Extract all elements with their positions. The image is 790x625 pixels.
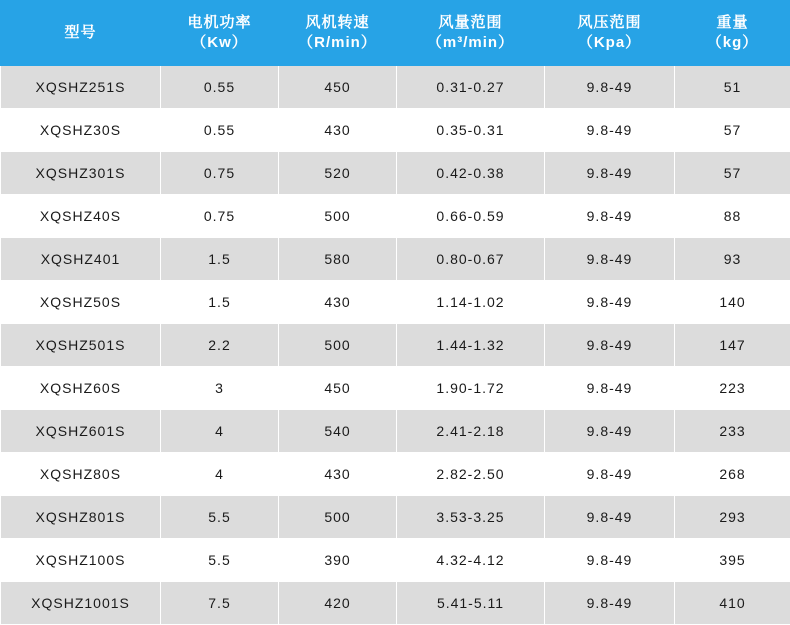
cell-air-volume-range: 1.44-1.32 — [397, 324, 545, 367]
cell-weight: 233 — [675, 410, 790, 453]
table-row — [1, 238, 790, 281]
cell-fan-speed: 450 — [279, 367, 397, 410]
cell-model: XQSHZ50S — [1, 281, 161, 324]
cell-fan-speed: 430 — [279, 453, 397, 496]
column-header-air-volume-range — [397, 1, 545, 66]
cell-fan-speed: 500 — [279, 324, 397, 367]
cell-air-pressure-range: 9.8-49 — [545, 66, 675, 109]
cell-motor-power: 3 — [161, 367, 279, 410]
cell-air-pressure-range: 9.8-49 — [545, 152, 675, 195]
column-header-motor-power — [161, 1, 279, 66]
column-header-model-line1: 型号 — [64, 24, 96, 41]
cell-weight: 88 — [675, 195, 790, 238]
cell-fan-speed: 500 — [279, 195, 397, 238]
cell-weight: 223 — [675, 367, 790, 410]
table-row — [1, 410, 790, 453]
cell-motor-power: 7.5 — [161, 582, 279, 625]
column-header-air-pressure-range-line2: （Kpa） — [546, 33, 673, 53]
table-row — [1, 367, 790, 410]
cell-air-pressure-range: 9.8-49 — [545, 582, 675, 625]
cell-air-volume-range: 0.42-0.38 — [397, 152, 545, 195]
cell-motor-power: 4 — [161, 453, 279, 496]
cell-motor-power: 1.5 — [161, 238, 279, 281]
cell-air-volume-range: 0.31-0.27 — [397, 66, 545, 109]
cell-motor-power: 4 — [161, 410, 279, 453]
column-header-air-pressure-range-line1: 风压范围 — [577, 14, 641, 31]
table-row — [1, 539, 790, 582]
cell-air-volume-range: 2.82-2.50 — [397, 453, 545, 496]
cell-fan-speed: 390 — [279, 539, 397, 582]
cell-model: XQSHZ601S — [1, 410, 161, 453]
table-row — [1, 453, 790, 496]
cell-motor-power: 2.2 — [161, 324, 279, 367]
column-header-motor-power-line1: 电机功率 — [187, 14, 251, 31]
table-row — [1, 195, 790, 238]
column-header-fan-speed — [279, 1, 397, 66]
column-header-fan-speed-line2: （R/min） — [280, 33, 395, 53]
table-row — [1, 281, 790, 324]
cell-motor-power: 0.55 — [161, 66, 279, 109]
table-row — [1, 109, 790, 152]
cell-fan-speed: 450 — [279, 66, 397, 109]
cell-motor-power: 5.5 — [161, 496, 279, 539]
cell-model: XQSHZ1001S — [1, 582, 161, 625]
cell-weight: 268 — [675, 453, 790, 496]
cell-air-pressure-range: 9.8-49 — [545, 109, 675, 152]
cell-weight: 51 — [675, 66, 790, 109]
column-header-air-volume-range-line1: 风量范围 — [438, 14, 502, 31]
cell-fan-speed: 500 — [279, 496, 397, 539]
cell-model: XQSHZ40S — [1, 195, 161, 238]
cell-weight: 293 — [675, 496, 790, 539]
cell-motor-power: 0.75 — [161, 152, 279, 195]
cell-air-volume-range: 0.80-0.67 — [397, 238, 545, 281]
cell-air-volume-range: 0.35-0.31 — [397, 109, 545, 152]
column-header-weight-line2: （kg） — [676, 33, 789, 53]
cell-air-volume-range: 0.66-0.59 — [397, 195, 545, 238]
cell-motor-power: 5.5 — [161, 539, 279, 582]
cell-air-volume-range: 4.32-4.12 — [397, 539, 545, 582]
cell-model: XQSHZ401 — [1, 238, 161, 281]
cell-air-volume-range: 1.90-1.72 — [397, 367, 545, 410]
cell-model: XQSHZ60S — [1, 367, 161, 410]
cell-motor-power: 1.5 — [161, 281, 279, 324]
cell-air-pressure-range: 9.8-49 — [545, 281, 675, 324]
cell-model: XQSHZ251S — [1, 66, 161, 109]
cell-weight: 57 — [675, 152, 790, 195]
column-header-motor-power-line2: （Kw） — [162, 33, 277, 53]
table-row — [1, 152, 790, 195]
cell-motor-power: 0.55 — [161, 109, 279, 152]
cell-air-volume-range: 1.14-1.02 — [397, 281, 545, 324]
cell-weight: 93 — [675, 238, 790, 281]
table-row — [1, 324, 790, 367]
cell-fan-speed: 520 — [279, 152, 397, 195]
cell-weight: 410 — [675, 582, 790, 625]
table-row — [1, 66, 790, 109]
column-header-air-volume-range-line2: （m³/min） — [398, 33, 543, 53]
cell-model: XQSHZ801S — [1, 496, 161, 539]
cell-fan-speed: 420 — [279, 582, 397, 625]
cell-weight: 395 — [675, 539, 790, 582]
cell-air-pressure-range: 9.8-49 — [545, 195, 675, 238]
cell-air-volume-range: 3.53-3.25 — [397, 496, 545, 539]
table-body — [1, 66, 790, 625]
cell-air-pressure-range: 9.8-49 — [545, 238, 675, 281]
cell-fan-speed: 430 — [279, 109, 397, 152]
table-row — [1, 496, 790, 539]
cell-model: XQSHZ501S — [1, 324, 161, 367]
cell-air-pressure-range: 9.8-49 — [545, 324, 675, 367]
cell-air-pressure-range: 9.8-49 — [545, 496, 675, 539]
cell-air-pressure-range: 9.8-49 — [545, 367, 675, 410]
column-header-fan-speed-line1: 风机转速 — [305, 14, 369, 31]
cell-model: XQSHZ30S — [1, 109, 161, 152]
cell-model: XQSHZ80S — [1, 453, 161, 496]
cell-air-pressure-range: 9.8-49 — [545, 539, 675, 582]
cell-air-pressure-range: 9.8-49 — [545, 410, 675, 453]
column-header-air-pressure-range — [545, 1, 675, 66]
column-header-weight-line1: 重量 — [716, 14, 748, 31]
cell-air-pressure-range: 9.8-49 — [545, 453, 675, 496]
cell-air-volume-range: 2.41-2.18 — [397, 410, 545, 453]
column-header-model — [1, 1, 161, 66]
table-row — [1, 582, 790, 625]
cell-fan-speed: 540 — [279, 410, 397, 453]
cell-motor-power: 0.75 — [161, 195, 279, 238]
cell-fan-speed: 430 — [279, 281, 397, 324]
cell-model: XQSHZ301S — [1, 152, 161, 195]
cell-model: XQSHZ100S — [1, 539, 161, 582]
table-header-row — [1, 1, 790, 66]
cell-fan-speed: 580 — [279, 238, 397, 281]
cell-weight: 57 — [675, 109, 790, 152]
cell-weight: 140 — [675, 281, 790, 324]
column-header-weight — [675, 1, 790, 66]
cell-weight: 147 — [675, 324, 790, 367]
table-header — [1, 1, 790, 66]
cell-air-volume-range: 5.41-5.11 — [397, 582, 545, 625]
